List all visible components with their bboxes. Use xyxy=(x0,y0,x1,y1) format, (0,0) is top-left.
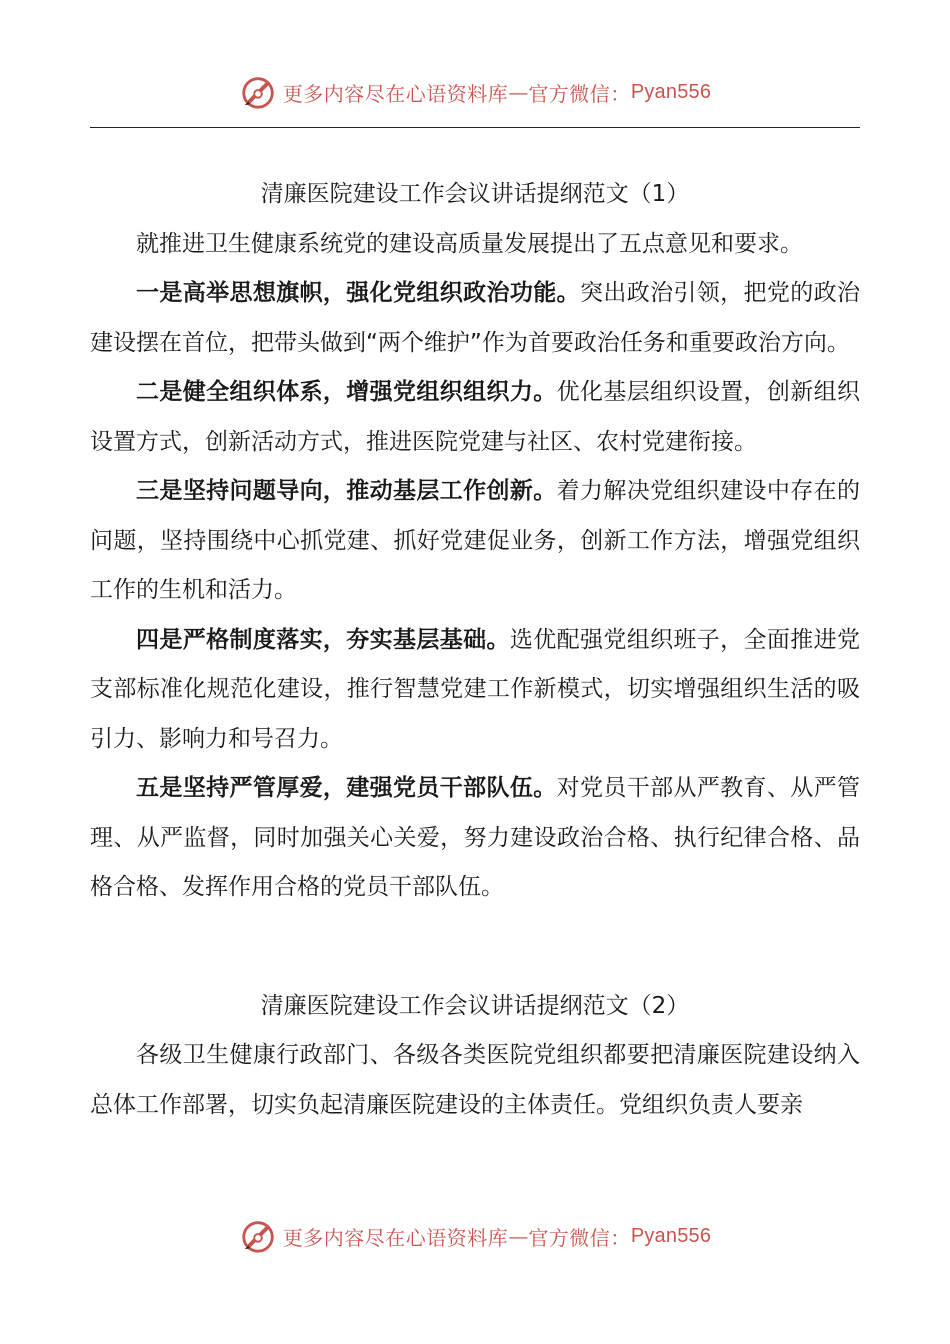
point-4 xyxy=(90,616,860,765)
point-3-body: 着力解决党组织建设中存在的问题，坚持围绕中心抓党建、抓好党建促业务，创新工作方法，增强党组织工作的生机和活力。 xyxy=(90,478,861,603)
point-2-lead: 二是健全组织体系，增强党组织组织力。 xyxy=(136,379,557,405)
section2-title: 清廉医院建设工作会议讲话提纲范文（2） xyxy=(260,992,690,1019)
point-4-lead: 四是严格制度落实，夯实基层基础。 xyxy=(136,626,510,653)
header-wechat-label: 官方微信： xyxy=(528,81,631,106)
point-1-body: 突出政治引领，把党的政治建设摆在首位，把带头做到“两个维护”作为首要政治任务和重要政治方向。 xyxy=(90,280,861,356)
header-wechat-handle: Pyan556 xyxy=(630,80,712,103)
header-dash: — xyxy=(508,80,529,104)
section2-intro: 各级卫生健康行政部门、各级各类医院党组织都要把清廉医院建设纳入总体工作部署，切实负起清廉医院建设的主体责任。党组织负责人要亲 xyxy=(90,1042,860,1118)
section-gap xyxy=(90,913,860,982)
section1-title: 清廉医院建设工作会议讲话提纲范文（1） xyxy=(260,181,690,207)
point-2-body: 优化基层组织设置，创新组织设置方式，创新活动方式，推进医院党建与社区、农村党建衔接。 xyxy=(90,379,861,455)
footer-banner xyxy=(0,1214,950,1258)
footer-wechat-label: 官方微信： xyxy=(528,1225,631,1250)
pen-circle-logo-icon xyxy=(239,73,277,111)
header-site-text: 更多内容尽在心语资料库 xyxy=(282,81,509,106)
point-3-lead: 三是坚持问题导向，推动基层工作创新。 xyxy=(136,478,557,504)
footer-wechat-handle: Pyan556 xyxy=(630,1224,712,1247)
section1-intro: 就推进卫生健康系统党的建设高质量发展提出了五点意见和要求。 xyxy=(136,230,803,257)
document-body xyxy=(90,170,860,1130)
point-1 xyxy=(90,269,860,368)
point-3 xyxy=(90,467,860,616)
point-5 xyxy=(90,764,860,913)
header-divider xyxy=(90,127,860,128)
footer-dash: — xyxy=(508,1224,529,1248)
footer-site-text: 更多内容尽在心语资料库 xyxy=(282,1225,509,1250)
point-2 xyxy=(90,368,860,467)
point-5-body: 对党员干部从严教育、从严管理、从严监督，同时加强关心关爱，努力建设政治合格、执行纪律合格、品格合格、发挥作用合格的党员干部队伍。 xyxy=(90,775,861,900)
point-4-body: 选优配强党组织班子，全面推进党支部标准化规范化建设，推行智慧党建工作新模式，切实增强组织生活的吸引力、影响力和号召力。 xyxy=(90,626,861,752)
point-5-lead: 五是坚持严管厚爱，建强党员干部队伍。 xyxy=(136,775,557,801)
header-banner xyxy=(0,70,950,114)
point-1-lead: 一是高举思想旗帜，强化党组织政治功能。 xyxy=(136,280,580,306)
pen-circle-logo-icon xyxy=(239,1217,277,1255)
